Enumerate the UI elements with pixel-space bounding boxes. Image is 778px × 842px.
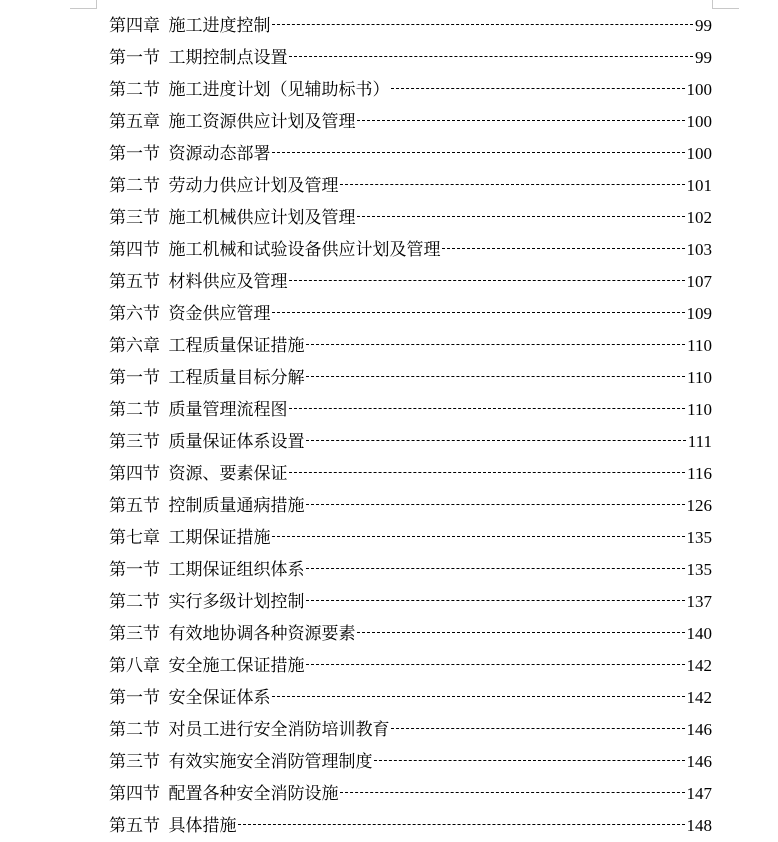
toc-dot-leader (306, 440, 686, 441)
toc-entry-label: 第五节 (109, 272, 160, 292)
toc-entry-label: 第二节 (109, 400, 160, 420)
toc-entry-title: 具体措施 (168, 816, 237, 836)
toc-entry-title: 材料供应及管理 (168, 272, 288, 292)
toc-entry-title: 质量管理流程图 (168, 400, 288, 420)
toc-entry-page-number: 99 (695, 16, 712, 35)
toc-entry-title: 工期控制点设置 (168, 48, 288, 68)
toc-entry-title: 施工机械和试验设备供应计划及管理 (168, 240, 441, 260)
toc-entry-label: 第二节 (109, 720, 160, 740)
toc-entry-title: 工程质量保证措施 (168, 336, 305, 356)
toc-entry-label: 第二节 (109, 176, 160, 196)
toc-dot-leader (272, 24, 694, 25)
toc-entry[interactable] (109, 490, 712, 522)
toc-entry-page-number: 126 (686, 496, 712, 515)
toc-entry-label: 第三节 (109, 432, 160, 452)
toc-entry-label: 第二节 (109, 80, 160, 100)
toc-dot-leader (289, 408, 686, 409)
toc-entry-label: 第六章 (109, 336, 160, 356)
toc-entry-title: 安全施工保证措施 (168, 656, 305, 676)
toc-entry-label: 第二节 (109, 592, 160, 612)
toc-entry-title: 有效实施安全消防管理制度 (168, 752, 373, 772)
toc-entry-label: 第一节 (109, 144, 160, 164)
toc-entry-page-number: 107 (686, 272, 712, 291)
toc-entry-page-number: 110 (687, 368, 712, 387)
toc-entry-page-number: 110 (687, 400, 712, 419)
toc-entry-page-number: 100 (686, 144, 712, 163)
toc-entry-page-number: 116 (687, 464, 712, 483)
toc-entry-title: 工期保证组织体系 (168, 560, 305, 580)
toc-entry-page-number: 147 (686, 784, 712, 803)
toc-entry[interactable] (109, 330, 712, 362)
toc-entry-label: 第三节 (109, 208, 160, 228)
toc-entry-title: 有效地协调各种资源要素 (168, 624, 356, 644)
toc-entry-page-number: 140 (686, 624, 712, 643)
toc-entry[interactable] (109, 778, 712, 810)
toc-entry-page-number: 103 (686, 240, 712, 259)
toc-entry[interactable] (109, 234, 712, 266)
toc-dot-leader (289, 56, 694, 57)
toc-dot-leader (357, 632, 685, 633)
toc-entry-title: 安全保证体系 (168, 688, 271, 708)
toc-dot-leader (306, 664, 685, 665)
toc-entry-label: 第八章 (109, 656, 160, 676)
toc-entry[interactable] (109, 746, 712, 778)
toc-dot-leader (289, 280, 685, 281)
toc-entry[interactable] (109, 362, 712, 394)
toc-entry-page-number: 100 (686, 112, 712, 131)
toc-entry-title: 质量保证体系设置 (168, 432, 305, 452)
toc-entry[interactable] (109, 714, 712, 746)
toc-entry-label: 第五节 (109, 816, 160, 836)
toc-dot-leader (272, 696, 685, 697)
toc-entry-page-number: 100 (686, 80, 712, 99)
toc-entry-title: 控制质量通病措施 (168, 496, 305, 516)
toc-entry-label: 第四节 (109, 464, 160, 484)
toc-entry-title: 配置各种安全消防设施 (168, 784, 339, 804)
toc-entry-page-number: 135 (686, 528, 712, 547)
toc-entry-label: 第四节 (109, 784, 160, 804)
toc-entry[interactable] (109, 810, 712, 842)
toc-entry-label: 第七章 (109, 528, 160, 548)
toc-entry[interactable] (109, 554, 712, 586)
margin-corner-mark-left (70, 0, 97, 9)
toc-entry-page-number: 142 (686, 656, 712, 675)
toc-entry-page-number: 146 (686, 752, 712, 771)
toc-dot-leader (306, 504, 685, 505)
toc-dot-leader (357, 120, 685, 121)
toc-entry-page-number: 142 (686, 688, 712, 707)
toc-dot-leader (357, 216, 685, 217)
toc-dot-leader (391, 88, 685, 89)
toc-entry[interactable] (109, 650, 712, 682)
toc-entry[interactable] (109, 106, 712, 138)
toc-entry[interactable] (109, 170, 712, 202)
toc-entry-title: 施工资源供应计划及管理 (168, 112, 356, 132)
toc-dot-leader (272, 152, 685, 153)
toc-dot-leader (306, 568, 685, 569)
toc-dot-leader (306, 344, 686, 345)
toc-dot-leader (340, 184, 685, 185)
toc-entry-label: 第四节 (109, 240, 160, 260)
toc-dot-leader (442, 248, 685, 249)
toc-entry[interactable] (109, 138, 712, 170)
toc-entry[interactable] (109, 74, 712, 106)
toc-entry[interactable] (109, 618, 712, 650)
toc-entry-page-number: 135 (686, 560, 712, 579)
toc-entry-page-number: 101 (686, 176, 712, 195)
toc-entry-title: 工期保证措施 (168, 528, 271, 548)
toc-entry-title: 施工进度计划（见辅助标书） (168, 80, 390, 100)
toc-entry[interactable] (109, 10, 712, 42)
toc-dot-leader (340, 792, 685, 793)
toc-dot-leader (272, 312, 685, 313)
toc-entry[interactable] (109, 298, 712, 330)
toc-entry-label: 第一节 (109, 368, 160, 388)
toc-entry-page-number: 99 (695, 48, 712, 67)
toc-entry-title: 工程质量目标分解 (168, 368, 305, 388)
toc-entry[interactable] (109, 458, 712, 490)
toc-entry-page-number: 110 (687, 336, 712, 355)
toc-entry-title: 资源动态部署 (168, 144, 271, 164)
toc-entry[interactable] (109, 202, 712, 234)
toc-entry[interactable] (109, 42, 712, 74)
toc-entry-label: 第一节 (109, 560, 160, 580)
toc-dot-leader (306, 600, 685, 601)
toc-entry-label: 第三节 (109, 624, 160, 644)
toc-entry-label: 第五章 (109, 112, 160, 132)
toc-entry-page-number: 111 (687, 432, 712, 451)
margin-corner-mark-right (712, 0, 739, 9)
toc-entry[interactable] (109, 394, 712, 426)
toc-entry-title: 施工进度控制 (168, 16, 271, 36)
toc-entry-page-number: 146 (686, 720, 712, 739)
toc-dot-leader (289, 472, 686, 473)
toc-dot-leader (306, 376, 686, 377)
toc-entry-page-number: 102 (686, 208, 712, 227)
toc-entry-title: 对员工进行安全消防培训教育 (168, 720, 390, 740)
toc-entry[interactable] (109, 522, 712, 554)
toc-entry-label: 第五节 (109, 496, 160, 516)
toc-entry-title: 资金供应管理 (168, 304, 271, 324)
toc-entry-label: 第一节 (109, 688, 160, 708)
toc-entry[interactable] (109, 266, 712, 298)
toc-entry[interactable] (109, 426, 712, 458)
toc-entry-title: 施工机械供应计划及管理 (168, 208, 356, 228)
toc-dot-leader (238, 824, 685, 825)
toc-entry[interactable] (109, 586, 712, 618)
toc-entry-label: 第一节 (109, 48, 160, 68)
toc-entry-label: 第四章 (109, 16, 160, 36)
toc-entry-title: 资源、要素保证 (168, 464, 288, 484)
toc-entry-page-number: 137 (686, 592, 712, 611)
toc-dot-leader (272, 536, 685, 537)
toc-entry[interactable] (109, 682, 712, 714)
toc-dot-leader (391, 728, 685, 729)
toc-entry-page-number: 109 (686, 304, 712, 323)
toc-entry-label: 第六节 (109, 304, 160, 324)
toc-entry-title: 实行多级计划控制 (168, 592, 305, 612)
table-of-contents (109, 10, 712, 842)
toc-dot-leader (374, 760, 685, 761)
toc-entry-page-number: 148 (686, 816, 712, 835)
toc-entry-title: 劳动力供应计划及管理 (168, 176, 339, 196)
toc-entry-label: 第三节 (109, 752, 160, 772)
